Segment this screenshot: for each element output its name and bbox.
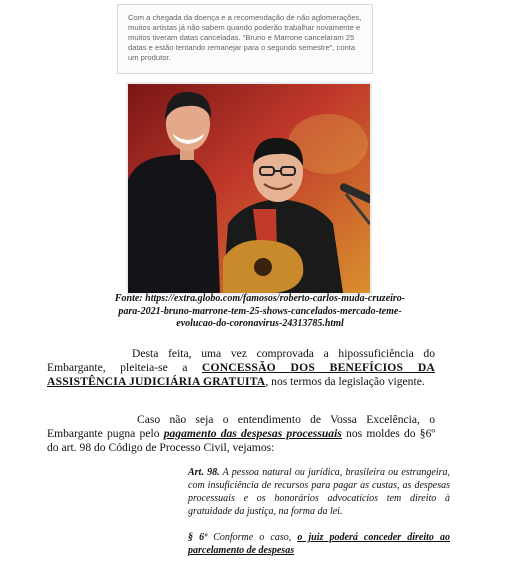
law-quote-paragraph-6 <box>188 531 450 557</box>
news-photo <box>126 82 372 295</box>
quote-text: Com a chegada da doença e a recomendação de não aglomerações, muitos artistas já não sabem quando poderão trabalhar novamente e muitos tiveram datas canceladas. “Bruno e Marrone cancelaram 25 datas e estão tentando remanejar para o segundo semestre”, conta um produtor. <box>128 13 362 62</box>
law-text: A pessoa natural ou jurídica, brasileira ou estrangeira, com insuficiência de recursos para pagar as custas, as despesas processuais e os honorários advocatícios tem direito à gratuidade da justiça, na forma da lei. <box>188 467 451 517</box>
source-citation <box>40 293 480 331</box>
paragraph-text: nos moldes do §6º do art. 98 do Código de Processo Civil, vejamos: <box>47 427 435 454</box>
paragraph-assistance-request <box>47 347 435 389</box>
paragraph-text: , nos termos da legislação vigente. <box>265 375 425 388</box>
law-article-label: Art. 98. <box>188 467 220 478</box>
paragraph-text: Caso não seja o entendimento de Vossa Excelência, o Embargante pugna pelo <box>47 413 435 440</box>
law-paragraph-label: § 6º <box>188 532 208 543</box>
source-line: Fonte: https://extra.globo.com/famosos/roberto-carlos-muda-cruzeiro- <box>114 293 406 304</box>
source-line: evolucao-do-coronavirus-24313785.html <box>176 318 344 329</box>
law-text: Conforme o caso, <box>207 532 298 543</box>
highlight-gratuity-concession: CONCESSÃO DOS BENEFÍCIOS DA ASSISTÊNCIA JUDICIÁRIA GRATUITA <box>47 361 435 388</box>
musicians-photo-illustration <box>128 84 370 293</box>
quote-box <box>117 4 373 74</box>
paragraph-text: Desta feita, uma vez comprovada a hipossuficiência do Embargante, pleiteia-se a <box>47 347 435 374</box>
law-quote-art-98 <box>188 466 450 518</box>
highlight-payment-costs: pagamento das despesas processuais <box>163 427 342 440</box>
law-highlight: o juiz poderá conceder direito ao parcelamento de despesas <box>188 532 450 556</box>
paragraph-alternative-request <box>47 413 435 455</box>
source-line: para-2021-bruno-marrone-tem-25-shows-cancelados-mercado-teme- <box>118 305 402 317</box>
